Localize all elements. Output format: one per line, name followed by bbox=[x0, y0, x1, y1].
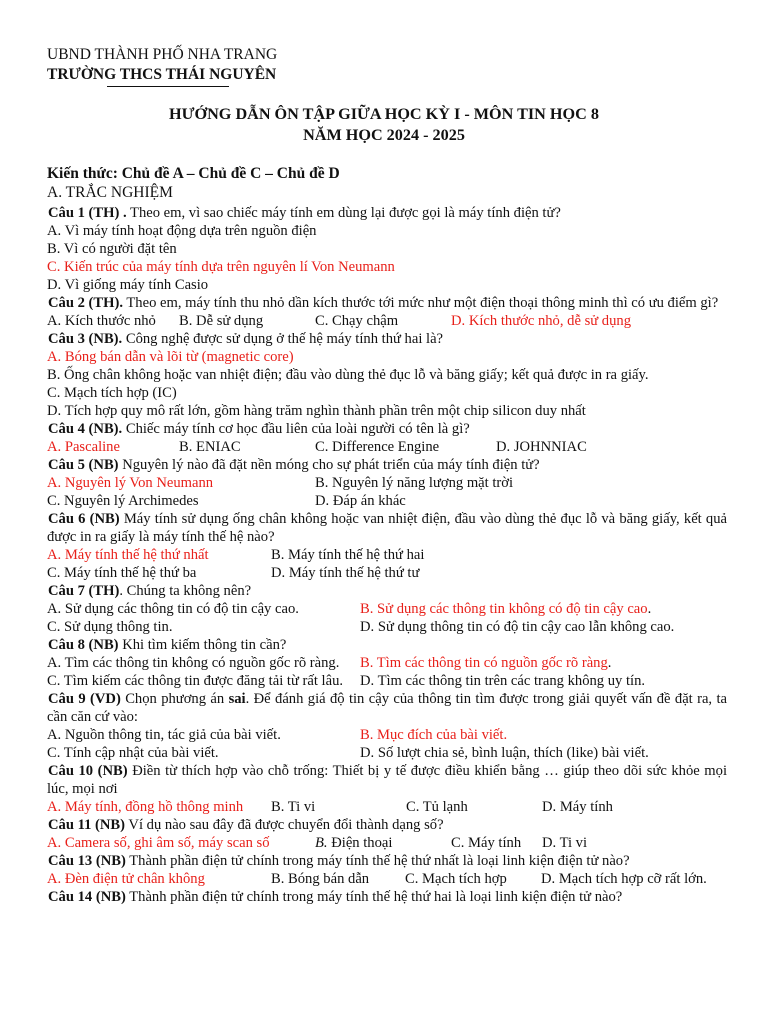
option: D. Sử dụng thông tin có độ tin cậy cao lẫn không cao. bbox=[360, 619, 675, 635]
question-8 bbox=[47, 636, 727, 654]
option: C. Tìm kiếm các thông tin được đăng tải từ rất lâu. bbox=[47, 673, 344, 689]
option-correct: B. Sử dụng các thông tin không có độ tin cậy cao bbox=[360, 601, 648, 617]
option-row bbox=[47, 438, 727, 456]
option: A. Tìm các thông tin không có nguồn gốc rõ ràng. bbox=[47, 655, 340, 671]
question-list bbox=[47, 204, 727, 906]
option: B. Dễ sử dụng bbox=[179, 313, 264, 329]
question-3 bbox=[47, 330, 727, 348]
question-text: Theo em, vì sao chiếc máy tính em dùng lại được gọi là máy tính điện tử? bbox=[126, 205, 561, 221]
question-label: Câu 14 (NB) bbox=[48, 889, 126, 905]
knowledge-heading: Kiến thức: Chủ đề A – Chủ đề C – Chủ đề D bbox=[47, 165, 340, 182]
question-text: Theo em, máy tính thu nhỏ dần kích thước tới mức như một điện thoại thông minh thì có ưu điểm gì? bbox=[123, 295, 719, 311]
option: B. Vì có người đặt tên bbox=[47, 241, 177, 257]
question-2 bbox=[47, 294, 727, 312]
question-label: Câu 10 (NB) bbox=[48, 763, 128, 779]
option-correct: C. Kiến trúc của máy tính dựa trên nguyên lí Von Neumann bbox=[47, 259, 395, 275]
option bbox=[315, 834, 451, 852]
question-7 bbox=[47, 582, 727, 600]
question-label: Câu 13 (NB) bbox=[48, 853, 126, 869]
option: C. Sử dụng thông tin. bbox=[47, 619, 173, 635]
option-row bbox=[47, 744, 727, 762]
question-emphasis: sai bbox=[228, 691, 246, 707]
question-label: Câu 8 (NB) bbox=[48, 637, 119, 653]
question-label: Câu 5 (NB) bbox=[48, 457, 119, 473]
trailing-dot: . bbox=[647, 601, 652, 617]
option-row bbox=[47, 726, 727, 744]
question-text: Thành phần điện tử chính trong máy tính thế hệ thứ nhất là loại linh kiện điện tử nào? bbox=[125, 853, 630, 869]
option: D. Vì giống máy tính Casio bbox=[47, 277, 209, 293]
option: D. Ti vi bbox=[542, 835, 588, 851]
option-row bbox=[47, 564, 727, 582]
question-text: Chọn phương án bbox=[120, 691, 229, 707]
option-row bbox=[47, 870, 727, 888]
option: D. JOHNNIAC bbox=[496, 439, 587, 455]
option: A. Vì máy tính hoạt động dựa trên nguồn điện bbox=[47, 223, 317, 239]
option: B. Bóng bán dẫn bbox=[271, 871, 370, 887]
question-13 bbox=[47, 852, 727, 870]
question-label: Câu 11 (NB) bbox=[48, 817, 126, 833]
option: A. Kích thước nhỏ bbox=[47, 313, 156, 329]
option: C. Mạch tích hợp (IC) bbox=[47, 385, 177, 401]
option: D. Tìm các thông tin trên các trang không uy tín. bbox=[360, 673, 646, 689]
option-correct: A. Nguyên lý Von Neumann bbox=[47, 475, 214, 491]
option: B. Ống chân không hoặc van nhiệt điện; đầu vào dùng thẻ đục lỗ và băng giấy; kết quả được in ra giấy. bbox=[47, 367, 649, 383]
option: B. Ti vi bbox=[271, 799, 316, 815]
option-correct: A. Máy tính, đồng hồ thông minh bbox=[47, 799, 244, 815]
option: A. Sử dụng các thông tin có độ tin cậy cao. bbox=[47, 601, 299, 617]
option-correct: A. Máy tính thế hệ thứ nhất bbox=[47, 547, 209, 563]
option: A. Nguồn thông tin, tác giả của bài viết. bbox=[47, 727, 281, 743]
option-correct: A. Bóng bán dẫn và lõi từ (magnetic core) bbox=[47, 349, 294, 365]
option: D. Số lượt chia sẻ, bình luận, thích (like) bài viết. bbox=[360, 745, 649, 761]
option-row bbox=[47, 672, 727, 690]
question-11 bbox=[47, 816, 727, 834]
option-row bbox=[47, 312, 727, 330]
header-line-1: UBND THÀNH PHỐ NHA TRANG bbox=[47, 46, 278, 63]
option: C. Chạy chậm bbox=[315, 313, 399, 329]
section-heading: A. TRẮC NGHIỆM bbox=[47, 184, 173, 201]
doc-subtitle: NĂM HỌC 2024 - 2025 bbox=[303, 126, 465, 144]
option-row bbox=[47, 546, 727, 564]
option-correct: B. Mục đích của bài viết. bbox=[360, 727, 508, 743]
option-correct: B. Tìm các thông tin có nguồn gốc rõ ràng bbox=[360, 655, 608, 671]
option: B. ENIAC bbox=[179, 439, 241, 455]
option: D. Máy tính bbox=[542, 799, 613, 815]
option-letter: B. bbox=[315, 835, 328, 851]
question-5 bbox=[47, 456, 727, 474]
option: D. Máy tính thế hệ thứ tư bbox=[271, 565, 420, 581]
option: B. Máy tính thế hệ thứ hai bbox=[271, 547, 425, 563]
header-underline bbox=[107, 86, 229, 87]
question-label: Câu 9 (VD) bbox=[48, 691, 121, 707]
question-text-rest: . Để đánh giá độ tin cậy của thông tin tìm được trong giải quyết vấn đề đặt ra, ta cần căn cứ vào: bbox=[47, 691, 727, 725]
option: C. Tủ lạnh bbox=[406, 799, 468, 815]
option: D. Mạch tích hợp cỡ rất lớn. bbox=[541, 871, 707, 887]
question-text: Điền từ thích hợp vào chỗ trống: Thiết bị y tế được điều khiển bằng … giúp theo dõi sức khỏe mọi lúc, mọi nơi bbox=[47, 763, 727, 797]
option-correct: D. Kích thước nhỏ, dễ sử dụng bbox=[451, 313, 631, 329]
option-row bbox=[47, 618, 727, 636]
option-row bbox=[47, 798, 727, 816]
option-correct: A. Đèn điện tử chân không bbox=[47, 871, 205, 887]
question-14 bbox=[47, 888, 727, 906]
option: C. Máy tính thế hệ thứ ba bbox=[47, 565, 197, 581]
question-1 bbox=[47, 204, 727, 222]
option: D. Đáp án khác bbox=[315, 493, 406, 509]
question-label: Câu 7 (TH) bbox=[48, 583, 120, 599]
option: C. Nguyên lý Archimedes bbox=[47, 493, 199, 509]
question-label: Câu 1 (TH) . bbox=[48, 205, 127, 221]
question-9 bbox=[47, 690, 727, 726]
option: C. Máy tính bbox=[451, 835, 522, 851]
doc-title: HƯỚNG DẪN ÔN TẬP GIỮA HỌC KỲ I - MÔN TIN HỌC 8 bbox=[169, 105, 599, 123]
question-label: Câu 2 (TH). bbox=[48, 295, 123, 311]
option: C. Tính cập nhật của bài viết. bbox=[47, 745, 219, 761]
question-text: Ví dụ nào sau đây đã được chuyển đổi thành dạng số? bbox=[125, 817, 444, 833]
header-line-2: TRƯỜNG THCS THÁI NGUYÊN bbox=[47, 66, 277, 83]
trailing-dot: . bbox=[607, 655, 612, 671]
question-text: Máy tính sử dụng ống chân không hoặc van nhiệt điện, đầu vào dùng thẻ đục lỗ và băng giấy, kết quả được in ra giấy là máy tính thế hệ nào? bbox=[47, 511, 727, 545]
question-text: Thành phần điện tử chính trong máy tính thế hệ thứ hai là loại linh kiện điện tử nào? bbox=[125, 889, 623, 905]
question-text: . Chúng ta không nên? bbox=[119, 583, 252, 599]
option-row bbox=[47, 600, 727, 618]
question-label: Câu 3 (NB). bbox=[48, 331, 123, 347]
option: B. Nguyên lý năng lượng mặt trời bbox=[315, 475, 514, 491]
option-correct: A. Pascaline bbox=[47, 439, 120, 455]
option-row bbox=[47, 654, 727, 672]
option: D. Tích hợp quy mô rất lớn, gồm hàng trăm nghìn thành phần trên một chip silicon duy nhất bbox=[47, 403, 586, 419]
question-4 bbox=[47, 420, 727, 438]
question-label: Câu 4 (NB). bbox=[48, 421, 123, 437]
question-text: Công nghệ được sử dụng ở thế hệ máy tính thứ hai là? bbox=[122, 331, 444, 347]
question-10 bbox=[47, 762, 727, 798]
question-6 bbox=[47, 510, 727, 546]
question-text: Chiếc máy tính cơ học đầu liên của loài người có tên là gì? bbox=[122, 421, 470, 437]
option-row bbox=[47, 834, 727, 852]
option-correct: A. Camera số, ghi âm số, máy scan số bbox=[47, 835, 270, 851]
option-row bbox=[47, 492, 727, 510]
question-text: Khi tìm kiếm thông tin cần? bbox=[118, 637, 287, 653]
option-row bbox=[47, 474, 727, 492]
question-label: Câu 6 (NB) bbox=[48, 511, 120, 527]
option: C. Difference Engine bbox=[315, 439, 440, 455]
question-text: Nguyên lý nào đã đặt nền móng cho sự phát triển của máy tính điện tử? bbox=[118, 457, 540, 473]
option-text: Điện thoại bbox=[327, 835, 393, 851]
option: C. Mạch tích hợp bbox=[405, 871, 507, 887]
